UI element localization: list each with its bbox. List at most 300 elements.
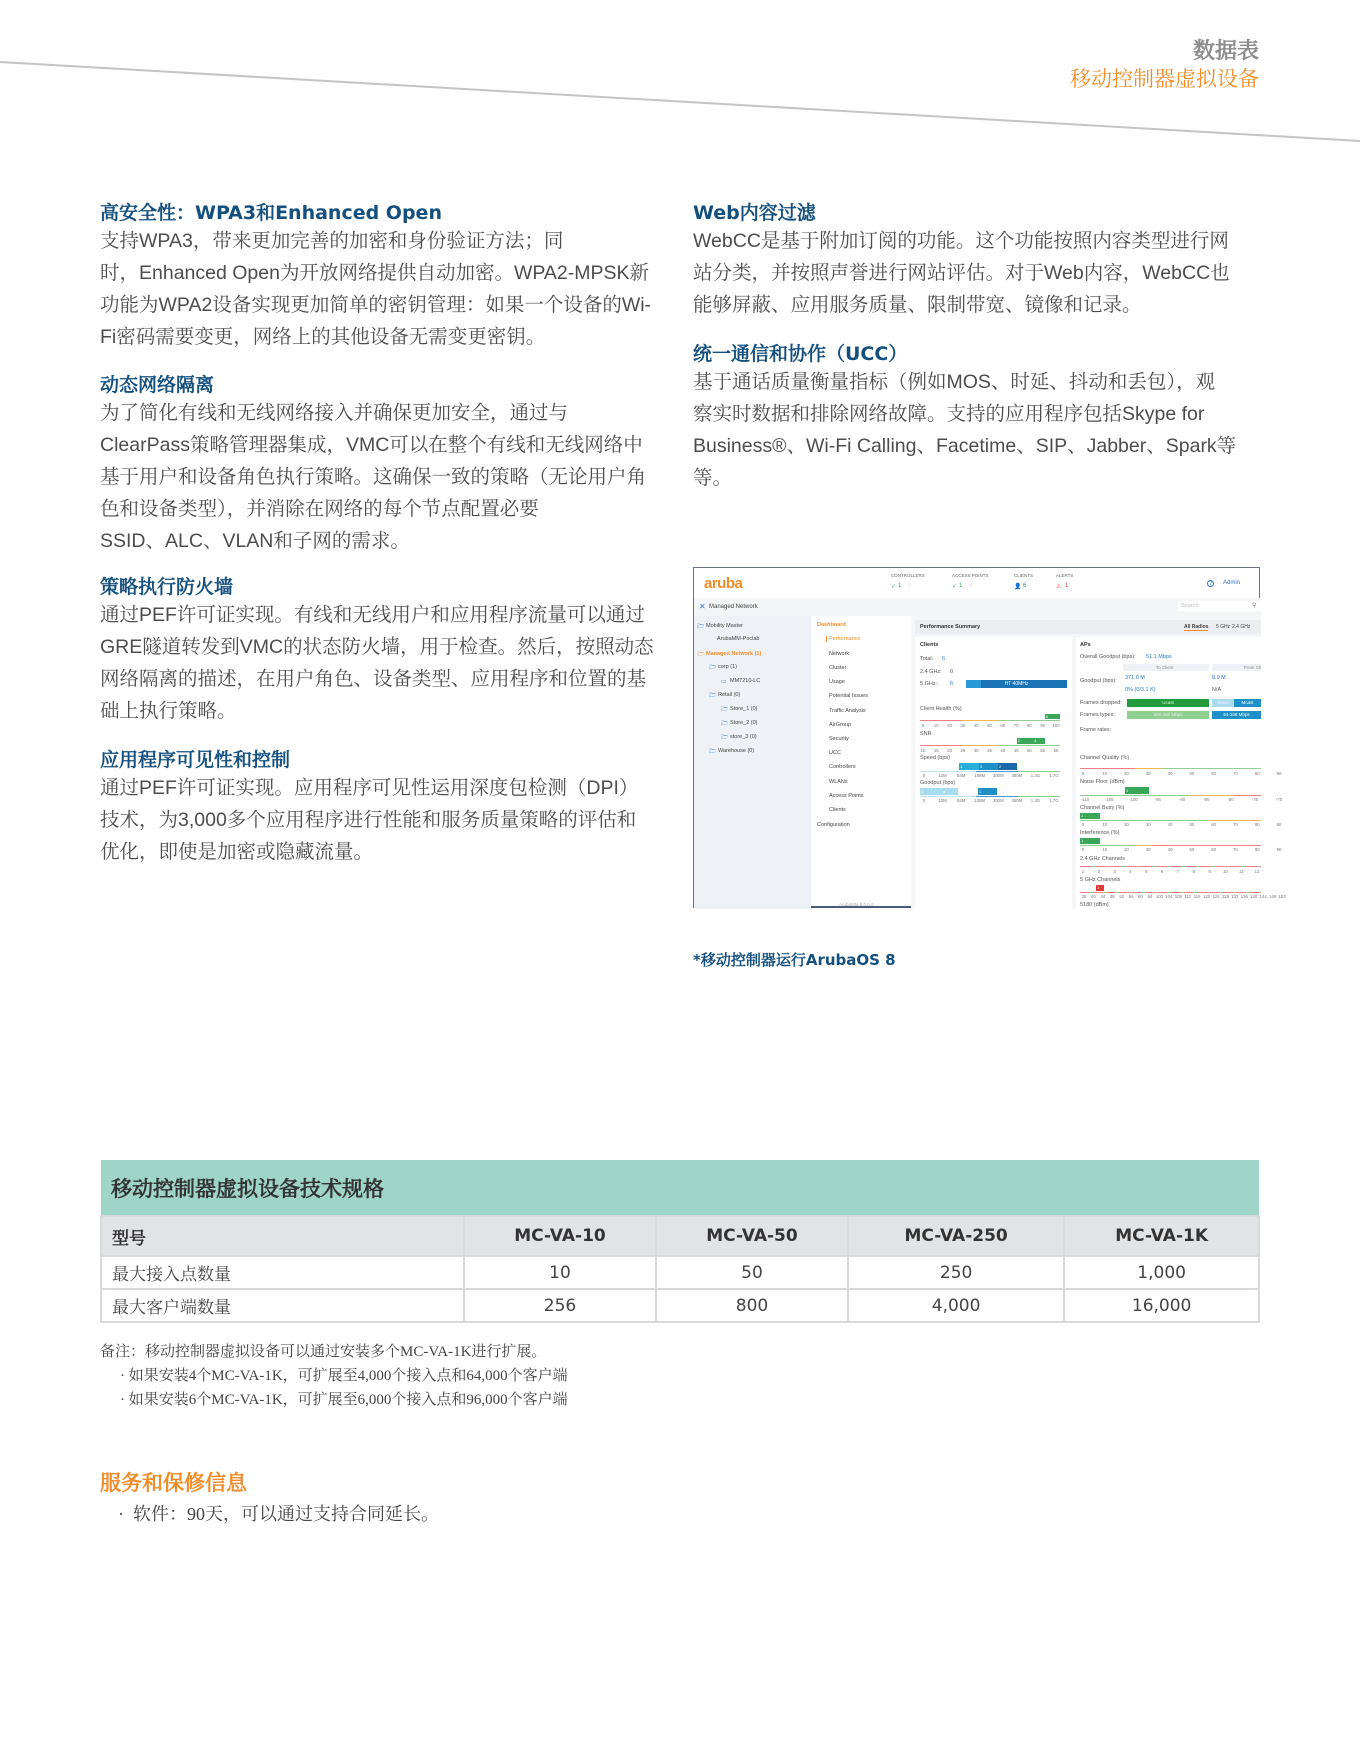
radio-tab[interactable]: All Radios	[1184, 624, 1209, 630]
label: Total:	[920, 656, 934, 662]
label: Frames dropped:	[1080, 700, 1122, 706]
tick-label: 300M	[992, 798, 1004, 803]
tick-label: 7	[1176, 869, 1180, 874]
tick-label: 80	[1254, 822, 1260, 827]
nav-item[interactable]: Access Points	[829, 793, 864, 799]
body-line: 通过PEF许可证实现。应用程序可见性运用深度包检测（DPI）	[100, 777, 639, 799]
nav-item[interactable]: Network	[829, 651, 850, 657]
nav-item[interactable]: UCC	[829, 750, 841, 756]
section-body	[100, 772, 638, 868]
tick-label: 30	[1145, 847, 1151, 852]
folder-icon: 🗁	[721, 721, 729, 727]
tick-label: 5	[1145, 869, 1148, 874]
tree-item[interactable]: Managed Network (1)	[706, 651, 762, 657]
body-line: 优化，即使是加密或隐藏流量。	[100, 841, 374, 863]
tick-label: 153	[1278, 894, 1286, 899]
tick-label: 10	[1222, 869, 1228, 874]
tick-label: 20	[1124, 847, 1129, 852]
table-cell: 16,000	[1064, 1289, 1259, 1322]
tick-label: 90	[1276, 847, 1282, 852]
tick-label: 1.7G	[1049, 773, 1059, 778]
tick-label: 100	[1155, 894, 1164, 899]
stat-value: 1	[898, 583, 902, 589]
folder-icon: 🗁	[697, 624, 705, 630]
tick-label: 9	[1208, 869, 1211, 874]
tick-label: -110	[1080, 797, 1090, 802]
tick-label: 1.3G	[1030, 773, 1041, 778]
metric-label: Speed (bps)	[920, 755, 950, 761]
aruba-logo: aruba	[704, 575, 743, 592]
help-icon[interactable]: ?	[1208, 581, 1213, 587]
body-line: 时，Enhanced Open为开放网络提供自动加密。WPA2-MPSK新	[100, 262, 650, 284]
tick-label: -105	[1104, 797, 1114, 802]
tick-label: 25	[960, 748, 966, 753]
tick-label: 35	[987, 748, 992, 753]
tick-label: 136	[1240, 894, 1248, 899]
body-line: SSID、ALC、VLAN和子网的需求。	[100, 530, 410, 552]
check-icon: ✓	[952, 584, 958, 590]
tick-label: 60	[1211, 847, 1217, 852]
tick-label: 55	[1040, 748, 1046, 753]
folder-icon: 🗁	[721, 707, 729, 713]
tick-label: 10	[1102, 771, 1108, 776]
tick-label: 54M	[956, 773, 966, 778]
value: 0	[950, 669, 954, 675]
tick-label: 45	[1013, 748, 1019, 753]
close-icon[interactable]: ✕	[699, 602, 706, 611]
screenshot-caption: *移动控制器运行ArubaOS 8	[693, 951, 896, 969]
col-header: From Cli	[1244, 665, 1261, 670]
tick-label: 11	[1238, 869, 1244, 874]
tick-label: 80	[1027, 723, 1032, 728]
tick-label: 0	[922, 773, 926, 778]
tick-label: 120	[1202, 894, 1211, 899]
value: 6	[942, 656, 946, 662]
nav-item[interactable]: Usage	[829, 679, 845, 685]
spec-table-title: 移动控制器虚拟设备技术规格	[101, 1160, 1259, 1216]
metric-bar: 1	[1125, 787, 1149, 794]
stat-label: CLIENTS	[1014, 573, 1034, 578]
user-icon: 👤	[1014, 584, 1022, 590]
metric-label: 5 GHz Channels	[1080, 877, 1121, 883]
spec-table	[100, 1160, 1260, 1323]
tick-label: 149	[1268, 894, 1277, 899]
section-heading: 动态网络隔离	[100, 374, 215, 396]
axis-line	[1080, 768, 1261, 769]
tick-label: 40	[1000, 748, 1006, 753]
tick-label: 80	[1254, 847, 1260, 852]
service-bullet-text: 软件：90天，可以通过支持合同延长。	[133, 1504, 439, 1524]
dashboard-screenshot	[693, 567, 1286, 908]
nav-item[interactable]: AirGroup	[829, 722, 852, 728]
body-line: 为了简化有线和无线网络接入并确保更加安全，通过与	[100, 402, 569, 424]
band-bar: HT 40MHz	[966, 680, 1067, 688]
metric-bar: 1	[1080, 813, 1100, 819]
stat-value: 0	[908, 583, 912, 589]
column-header: MC-VA-250	[848, 1216, 1064, 1256]
label: Frame rates:	[1080, 727, 1112, 733]
tick-label: 20	[1124, 822, 1129, 827]
document-subtitle: 移动控制器虚拟设备	[1070, 67, 1259, 91]
tick-label: 108M	[974, 773, 986, 778]
tick-label: 116	[1193, 894, 1201, 899]
tick-label: 70	[1233, 847, 1238, 852]
tick-label: 8	[1192, 869, 1195, 874]
tick-label: 12	[1254, 869, 1260, 874]
tick-label: 10	[1102, 822, 1108, 827]
tick-label: 0	[922, 798, 926, 803]
table-header-row	[101, 1216, 1259, 1256]
search-input[interactable]: Search	[1178, 601, 1261, 611]
tick-label: 0	[1081, 771, 1085, 776]
nav-configuration[interactable]: Configuration	[817, 822, 850, 828]
document-type: 数据表	[1192, 39, 1259, 64]
row-label: 最大客户端数量	[101, 1289, 464, 1322]
tick-label: 44	[1100, 894, 1106, 899]
tick-label: 4	[1129, 869, 1132, 874]
tree-item[interactable]: ArubaMM-Poclab	[717, 636, 760, 642]
tick-label: 1.3G	[1030, 798, 1041, 803]
tick-label: 20	[947, 723, 952, 728]
axis-line	[920, 771, 1060, 772]
metric-bar: 300-450 Mbps	[1127, 711, 1209, 719]
body-line: 色和设备类型），并消除在网络的每个节点配置必要	[100, 498, 539, 520]
metric-bar: Ucast	[1127, 699, 1209, 707]
body-line: 功能为WPA2设备实现更加简单的密钥管理：如果一个设备的Wi-	[100, 294, 652, 316]
tick-label: 108M	[974, 798, 986, 803]
column-header: 型号	[101, 1216, 464, 1256]
tick-label: 48	[1109, 894, 1115, 899]
tick-label: 40	[1167, 771, 1173, 776]
nav-item[interactable]: Traffic Analysis	[829, 708, 866, 714]
tick-label: 90	[1276, 822, 1282, 827]
tick-label: 40	[973, 723, 979, 728]
tick-label: 60	[1053, 748, 1059, 753]
tick-label: 50	[1189, 822, 1195, 827]
metric-label: Goodput (bps)	[920, 780, 956, 786]
section-body	[693, 225, 1230, 321]
service-bullet: · 软件：90天，可以通过支持合同延长。	[118, 1504, 439, 1524]
tick-label: 54M	[956, 798, 966, 803]
radio-tab[interactable]: 5 GHz	[1216, 624, 1231, 630]
network-title: Managed Network	[709, 604, 758, 610]
body-line: 通过PEF许可证实现。有线和无线用户和应用程序流量可以通过	[100, 604, 645, 626]
body-line: ClearPass策略管理器集成，VMC可以在整个有线和无线网络中	[100, 434, 643, 456]
tick-label: 90	[1040, 723, 1046, 728]
tick-label: 20	[1124, 771, 1129, 776]
axis-line	[920, 796, 1060, 797]
note-bullet-text: 如果安装6个MC-VA-1K，可扩展至6,000个接入点和96,000个客户端	[128, 1392, 568, 1408]
tick-label: -85	[1203, 797, 1210, 802]
body-line: 基于用户和设备角色执行策略。这确保一致的策略（无论用户角	[100, 466, 647, 488]
axis-line	[1080, 892, 1261, 893]
value: N/A	[1212, 687, 1222, 693]
tick-label: 60	[1000, 723, 1006, 728]
tick-label: 104	[1165, 894, 1173, 899]
tick-label: 0	[921, 723, 925, 728]
tick-label: -75	[1251, 797, 1258, 802]
tick-label: 36	[1081, 894, 1087, 899]
note-bullet-text: 如果安装4个MC-VA-1K，可扩展至4,000个接入点和64,000个客户端	[128, 1368, 568, 1384]
tick-label: 132	[1231, 894, 1239, 899]
table-cell: 4,000	[848, 1289, 1064, 1322]
value: 0% (0/3.1 K)	[1125, 687, 1156, 693]
row-label: 最大接入点数量	[101, 1256, 464, 1289]
metric-bar: 1	[920, 788, 939, 795]
tick-label: 140	[1250, 894, 1258, 899]
tick-label: 50	[987, 723, 992, 728]
section-heading: 策略执行防火墙	[100, 576, 234, 598]
nav-item[interactable]: Clients	[829, 807, 846, 813]
tick-label: 0	[1081, 847, 1085, 852]
user-menu[interactable]: Admin	[1223, 580, 1241, 586]
axis-line	[1080, 820, 1261, 821]
table-cell: 10	[464, 1256, 656, 1289]
value: 6	[950, 681, 954, 687]
summary-title: Performance Summary	[920, 624, 981, 630]
body-line: 站分类，并按照声誉进行网站评估。对于Web内容，WebCC也	[693, 262, 1230, 284]
metric-bar: 4	[1031, 738, 1045, 744]
tick-label: -100	[1129, 797, 1138, 802]
folder-icon: 🗁	[709, 693, 717, 699]
metric-bar: 54-108 Mbps	[1212, 711, 1261, 719]
tick-label: 15	[933, 748, 939, 753]
tick-label: 2	[1097, 869, 1101, 874]
tick-label: 100	[1052, 723, 1060, 728]
tick-label: 56	[1128, 894, 1134, 899]
tick-label: 6	[1160, 869, 1164, 874]
metric-bar: 2	[1017, 738, 1031, 744]
tick-label: 108	[1174, 894, 1182, 899]
device-icon: ▭	[721, 679, 727, 685]
note-bullet: · 如果安装6个MC-VA-1K，可扩展至6,000个接入点和96,000个客户端	[120, 1392, 568, 1408]
tick-label: 144	[1259, 894, 1267, 899]
tree-item[interactable]: store_3 (0)	[730, 734, 757, 740]
tree-item[interactable]: Retail (0)	[718, 692, 741, 698]
stat-value: 1	[1065, 583, 1069, 589]
body-line: 能够屏蔽、应用服务质量、限制带宽、镜像和记录。	[693, 294, 1142, 316]
tick-label: 0	[1081, 822, 1085, 827]
tick-label: 300M	[992, 773, 1004, 778]
body-line: WebCC是基于附加订阅的功能。这个功能按照内容类型进行网	[693, 230, 1229, 252]
label: 5 GHz:	[920, 681, 938, 687]
tick-label: 50	[1189, 847, 1195, 852]
metric-bar: 6	[1045, 714, 1060, 719]
tick-label: -70	[1275, 797, 1283, 802]
label: Overall Goodput (bps):	[1080, 654, 1136, 660]
tick-label: 450M	[1011, 773, 1023, 778]
tick-label: 10	[1102, 847, 1108, 852]
axis-line	[920, 720, 1060, 721]
metric-bar: 1	[1096, 885, 1104, 891]
nav-item[interactable]: Performance	[826, 636, 861, 642]
tick-label: 30	[973, 748, 979, 753]
folder-icon: 🗁	[709, 665, 717, 671]
metric-label: Channel Quality (%)	[1080, 755, 1130, 761]
tick-label: 12M	[938, 798, 947, 803]
body-line: 技术，为3,000多个应用程序进行性能和服务质量策略的评估和	[100, 809, 637, 831]
radio-tab[interactable]: 2.4 GHz	[1232, 624, 1251, 630]
table-row	[101, 1256, 1259, 1289]
tick-label: 112	[1184, 894, 1192, 899]
tick-label: 70	[1013, 723, 1019, 728]
tick-label: 70	[1233, 822, 1238, 827]
check-icon: ✓	[891, 584, 897, 590]
tick-label: 30	[1145, 822, 1151, 827]
label: Frames types:	[1080, 712, 1115, 718]
tick-label: -80	[1227, 797, 1234, 802]
metric-label: SNR	[920, 731, 932, 737]
col-header: To Client	[1156, 665, 1174, 670]
tick-label: 10	[933, 723, 939, 728]
body-line: 支持WPA3，带来更加完善的加密和身份验证方法；同	[100, 230, 564, 252]
label: 2.4 GHz:	[920, 669, 942, 675]
tick-label: 1	[1081, 869, 1085, 874]
folder-icon: 🗁	[697, 652, 705, 658]
table-row	[101, 1289, 1259, 1322]
metric-bar: Bcast	[1212, 699, 1234, 707]
tick-label: 10	[920, 748, 926, 753]
panel-title: APs	[1080, 642, 1091, 648]
column-header: MC-VA-10	[464, 1216, 656, 1256]
body-line: Fi密码需要变更，网络上的其他设备无需变更密钥。	[100, 326, 546, 348]
metric-bar: 1	[1080, 838, 1100, 844]
section-body	[100, 599, 654, 727]
breadcrumb-bar	[694, 598, 1261, 616]
metric-bar: 1	[978, 788, 997, 795]
section-body	[693, 366, 1236, 494]
tick-label: 90	[1276, 771, 1282, 776]
table-cell: 250	[848, 1256, 1064, 1289]
stat-label: ACCESS POINTS	[952, 573, 989, 578]
alert-icon: ⚠	[1056, 584, 1062, 590]
metric-bar: Mcast	[1234, 699, 1261, 707]
tick-label: 80	[1254, 771, 1260, 776]
folder-icon: 🗁	[709, 749, 717, 755]
metric-label: 2.4 GHz Channels	[1080, 856, 1125, 862]
tick-label: 3	[1113, 869, 1116, 874]
tick-label: 60	[1211, 822, 1217, 827]
stat-value: 0	[969, 583, 973, 589]
metric-label: Client Health (%)	[920, 706, 962, 712]
table-note: 备注：移动控制器虚拟设备可以通过安装多个MC-VA-1K进行扩展。	[100, 1344, 547, 1360]
axis-line	[1080, 795, 1261, 796]
section-body	[100, 397, 646, 557]
tick-label: 40	[1167, 822, 1173, 827]
tick-label: 40	[1091, 894, 1096, 899]
tick-label: 40	[1167, 847, 1173, 852]
body-line: 网络隔离的描述，在用户角色、设备类型、应用程序和位置的基	[100, 668, 647, 690]
body-line: 础上执行策略。	[100, 700, 237, 722]
metric-bar: 3	[979, 763, 999, 770]
metric-bar: 1	[959, 763, 979, 770]
tick-label: 64	[1147, 894, 1153, 899]
metric-label: Noise Floor (dBm)	[1080, 779, 1125, 785]
body-line: GRE隧道转发到VMC的状态防火墙，用于检查。然后，按照动态	[100, 636, 654, 658]
tick-label: 70	[1233, 771, 1238, 776]
panel-title: Clients	[920, 642, 939, 648]
stat-value: 1	[959, 583, 963, 589]
nav-item[interactable]: Cluster	[829, 665, 847, 671]
tree-item[interactable]: corp (1)	[718, 664, 737, 670]
column-header: MC-VA-50	[656, 1216, 848, 1256]
tree-item[interactable]: MM7210-LC	[730, 678, 761, 684]
nav-item[interactable]: Potential Issues	[829, 693, 868, 699]
tick-label: 1.7G	[1049, 798, 1059, 803]
stat-label: CONTROLLERS	[891, 573, 925, 578]
table-cell: 800	[656, 1289, 848, 1322]
metric-bar: 4	[939, 788, 958, 795]
body-line: 察实时数据和排除网络故障。支持的应用程序包括Skype for	[693, 403, 1205, 425]
stat-label: ALERTS	[1056, 573, 1074, 578]
axis-line	[920, 745, 1060, 746]
value: 371.0 M	[1125, 675, 1145, 681]
label: Goodput (bps):	[1080, 678, 1117, 684]
tree-item[interactable]: Store_2 (0)	[730, 720, 758, 726]
section-heading: 统一通信和协作（UCC）	[693, 343, 908, 365]
tick-label: -95	[1154, 797, 1161, 802]
nav-dashboard[interactable]: Dashboard	[817, 622, 846, 628]
tick-label: 50	[1189, 771, 1195, 776]
folder-icon: 🗁	[721, 735, 729, 741]
value: 8.9 M	[1212, 675, 1226, 681]
metric-bar: 2	[998, 763, 1017, 770]
nav-item[interactable]: WLANs	[829, 779, 848, 785]
section-heading: Web内容过滤	[693, 202, 816, 224]
tick-label: 128	[1221, 894, 1230, 899]
nav-item[interactable]: Security	[829, 736, 849, 742]
column-header: MC-VA-1K	[1064, 1216, 1259, 1256]
axis-line	[1080, 866, 1261, 867]
tick-label: -90	[1178, 797, 1186, 802]
metric-label: 5180 (dBm)	[1080, 902, 1109, 908]
tick-label: 124	[1212, 894, 1220, 899]
tick-label: 20	[947, 748, 952, 753]
table-cell: 256	[464, 1289, 656, 1322]
version-label: ArubaMM.8.0.0.0	[839, 902, 874, 907]
note-bullet: · 如果安装4个MC-VA-1K，可扩展至4,000个接入点和64,000个客户端	[120, 1368, 568, 1384]
tree-item[interactable]: Store_1 (0)	[730, 706, 758, 712]
service-heading: 服务和保修信息	[100, 1471, 247, 1495]
body-line: 等。	[693, 467, 733, 489]
section-heading: 应用程序可见性和控制	[100, 749, 291, 771]
tick-label: 30	[1145, 771, 1151, 776]
body-line: Business®、Wi-Fi Calling、Facetime、SIP、Jabber、Spark等	[693, 435, 1237, 457]
tick-label: 450M	[1011, 798, 1023, 803]
search-icon: ⚲	[1252, 603, 1257, 609]
table-cell: 50	[656, 1256, 848, 1289]
tick-label: 60	[1211, 771, 1217, 776]
tree-item[interactable]: Mobility Master	[706, 623, 743, 629]
tree-sidebar	[694, 616, 811, 909]
tick-label: 30	[960, 723, 966, 728]
tick-label: 60	[1138, 894, 1143, 899]
section-body	[100, 225, 651, 353]
tick-label: 50	[1027, 748, 1032, 753]
body-line: 基于通话质量衡量指标（例如MOS、时延、抖动和丢包），观	[693, 371, 1216, 393]
tree-item[interactable]: Warehouse (0)	[718, 748, 755, 754]
section-heading: 高安全性：WPA3和Enhanced Open	[100, 202, 442, 224]
metric-label: Channel Busy (%)	[1080, 805, 1125, 811]
stat-value: 6	[1023, 583, 1027, 589]
axis-line	[1080, 845, 1261, 846]
metric-label: Interference (%)	[1080, 830, 1120, 836]
tick-label: 52	[1119, 894, 1125, 899]
tick-label: 12M	[938, 773, 947, 778]
nav-item[interactable]: Controllers	[829, 764, 856, 770]
value: 51.1 Mbps	[1146, 654, 1172, 660]
table-cell: 1,000	[1064, 1256, 1259, 1289]
